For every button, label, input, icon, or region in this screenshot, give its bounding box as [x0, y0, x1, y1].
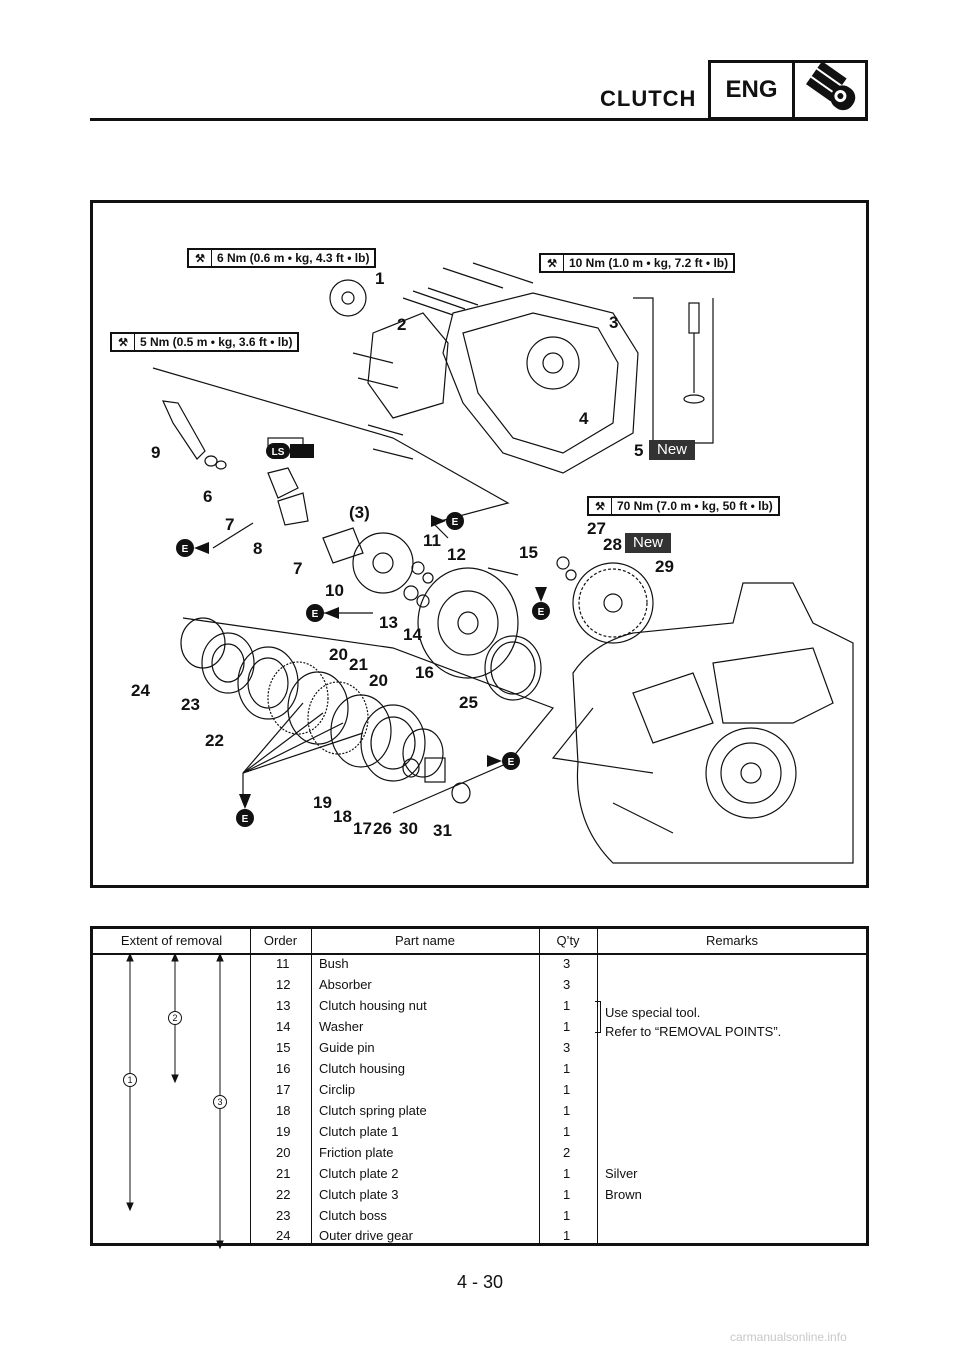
svg-text:E: E	[507, 757, 515, 768]
callout-number: 25	[459, 693, 478, 712]
callout-number: 23	[181, 695, 200, 714]
callout-number: 24	[131, 681, 150, 700]
table-row: 18 Clutch spring plate 1	[276, 1103, 571, 1118]
torque-spec-70nm: ⚒ 70 Nm (7.0 m • kg, 50 ft • lb)	[587, 496, 780, 516]
callout-number: 11	[423, 531, 441, 550]
table-row: 24 Outer drive gear 1	[276, 1228, 571, 1243]
section-tab	[708, 60, 868, 120]
callout-number: 30	[399, 819, 418, 838]
callout-number: 6	[203, 487, 213, 506]
callout-number: 14	[403, 625, 422, 644]
callout-number: 26	[373, 819, 392, 838]
header-qty: Q’ty	[556, 933, 580, 948]
torque-spec-10nm: ⚒ 10 Nm (1.0 m • kg, 7.2 ft • lb)	[539, 253, 735, 273]
svg-text:E: E	[451, 517, 459, 528]
table-row: 17 Circlip 1	[276, 1082, 571, 1097]
section-title: CLUTCH	[600, 86, 697, 111]
callout-number: 8	[253, 539, 263, 558]
callout-number: 15	[519, 543, 538, 562]
callout-number: 4	[579, 409, 589, 428]
callout-number: 16	[415, 663, 434, 682]
table-header	[93, 929, 866, 955]
callout-number: 20	[369, 671, 388, 690]
callout-number: 5	[634, 441, 644, 460]
table-row: 20 Friction plate 2	[276, 1145, 571, 1160]
section-tab-label: ENG	[711, 63, 795, 117]
torque-spec-5nm: ⚒ 5 Nm (0.5 m • kg, 3.6 ft • lb)	[110, 332, 299, 352]
callout-number: 31	[433, 821, 452, 840]
callout-number: 27	[587, 519, 606, 538]
svg-text:E: E	[311, 609, 319, 620]
parts-table	[90, 926, 869, 1246]
table-row: 16 Clutch housing 1	[276, 1061, 571, 1076]
callout-number: 12	[447, 545, 466, 564]
table-row: 22 Clutch plate 3 1 Brown	[276, 1187, 642, 1202]
callout-number: 13	[379, 613, 398, 632]
wrench-icon: ⚒	[189, 250, 212, 266]
table-row: 15 Guide pin 3	[276, 1040, 571, 1055]
exploded-diagram	[90, 200, 869, 888]
header-extent: Extent of removal	[120, 933, 223, 948]
table-row: 21 Clutch plate 2 1 Silver	[276, 1166, 638, 1181]
callout-number: 22	[205, 731, 224, 750]
svg-text:E: E	[241, 814, 249, 825]
torque-spec-6nm: ⚒ 6 Nm (0.6 m • kg, 4.3 ft • lb)	[187, 248, 376, 268]
new-part-tag: New	[625, 533, 671, 553]
callout-number: 20	[329, 645, 348, 664]
wrench-icon: ⚒	[541, 255, 564, 271]
extent-marker: 1	[123, 1073, 137, 1087]
callout-number: 29	[655, 557, 674, 576]
callout-number: 7	[293, 559, 303, 578]
callout-number: 17	[353, 819, 372, 838]
callout-number: 28	[603, 535, 622, 554]
callout-number: (3)	[349, 503, 370, 522]
callout-number: 2	[397, 315, 407, 334]
clutch-exploded-drawing	[93, 203, 866, 885]
callout-number: 21	[349, 655, 368, 674]
header-part-name: Part name	[395, 933, 455, 948]
svg-text:E: E	[537, 607, 545, 618]
callout-number: 18	[333, 807, 352, 826]
page-number: 4 - 30	[456, 1272, 504, 1292]
svg-text:LS: LS	[271, 447, 285, 458]
table-row: 14 Washer 1 Refer to “REMOVAL POINTS”.	[276, 1019, 782, 1039]
new-part-tag: New	[649, 440, 695, 460]
table-row: 13 Clutch housing nut 1 Use special tool.	[276, 998, 701, 1020]
callout-number: 19	[313, 793, 332, 812]
callout-number: 10	[325, 581, 344, 600]
engine-wrench-icon	[795, 63, 865, 117]
callout-number: 7	[225, 515, 235, 534]
wrench-icon: ⚒	[112, 334, 135, 350]
svg-text:E: E	[181, 544, 189, 555]
callout-number: 3	[609, 313, 619, 332]
extent-marker: 3	[213, 1095, 227, 1109]
callout-number: 1	[375, 269, 385, 288]
wrench-icon: ⚒	[589, 498, 612, 514]
header-order: Order	[263, 933, 298, 948]
watermark: carmanualsonline.info	[730, 1330, 847, 1344]
table-row: 23 Clutch boss 1	[276, 1208, 571, 1223]
table-row: 19 Clutch plate 1 1	[276, 1124, 571, 1139]
table-row: 11 Bush 3	[276, 956, 571, 971]
header-remarks: Remarks	[705, 933, 758, 948]
callout-number: 9	[151, 443, 161, 462]
table-row: 12 Absorber 3	[276, 977, 571, 992]
extent-marker: 2	[168, 1011, 182, 1025]
